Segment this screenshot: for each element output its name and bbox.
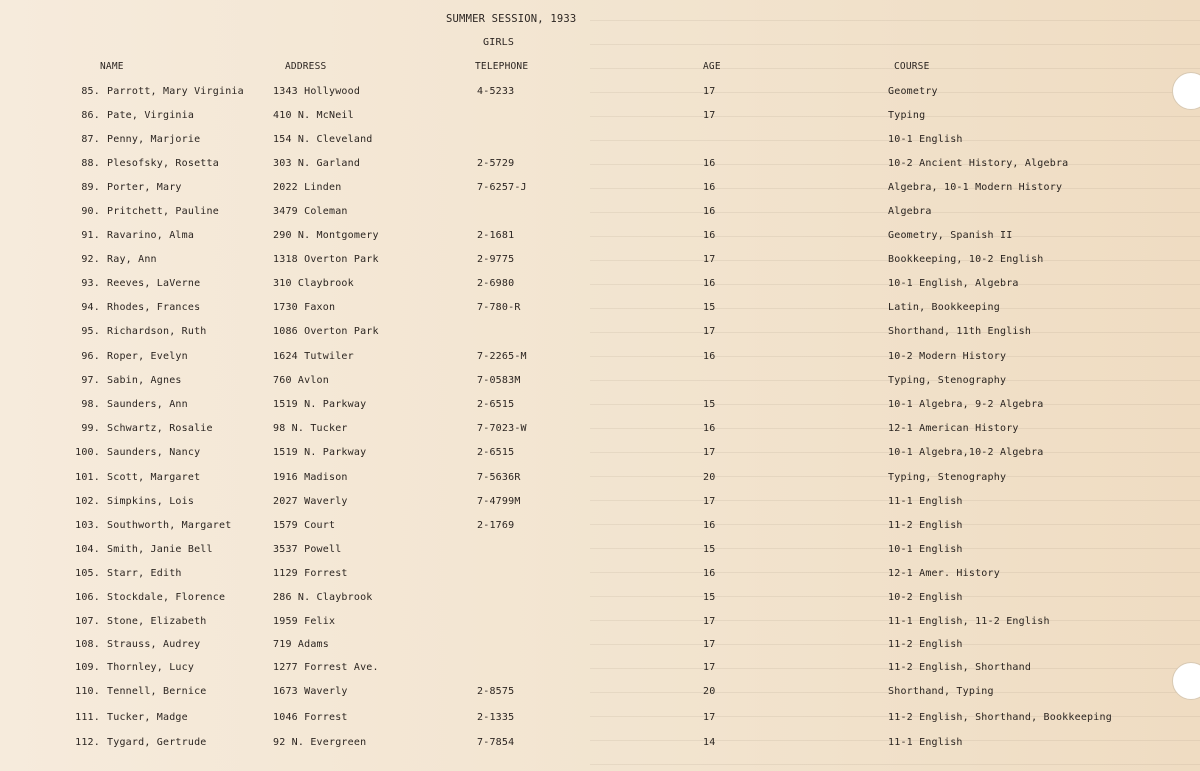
student-address: 2022 Linden [273, 182, 342, 193]
student-address: 310 Claybrook [273, 278, 354, 289]
student-age: 16 [703, 351, 716, 362]
student-name: Roper, Evelyn [107, 351, 188, 362]
row-number: 110. [75, 686, 100, 697]
student-course: Typing [888, 110, 926, 121]
student-course: 10-1 English, Algebra [888, 278, 1019, 289]
student-course: 11-2 English, Shorthand, Bookkeeping [888, 712, 1112, 723]
student-telephone: 7-780-R [477, 302, 521, 313]
row-number: 108. [75, 639, 100, 650]
row-number: 105. [75, 568, 100, 579]
student-course: 11-2 English [888, 520, 963, 531]
student-age: 16 [703, 423, 716, 434]
row-number: 87. [81, 134, 100, 145]
student-course: Bookkeeping, 10-2 English [888, 254, 1044, 265]
student-telephone: 7-7023-W [477, 423, 527, 434]
student-course: 10-2 Ancient History, Algebra [888, 158, 1069, 169]
row-number: 94. [81, 302, 100, 313]
row-number: 111. [75, 712, 100, 723]
student-age: 15 [703, 399, 716, 410]
row-number: 102. [75, 496, 100, 507]
student-course: Typing, Stenography [888, 375, 1007, 386]
student-name: Stockdale, Florence [107, 592, 226, 603]
student-address: 1624 Tutwiler [273, 351, 354, 362]
student-address: 1959 Felix [273, 616, 336, 627]
student-name: Thornley, Lucy [107, 662, 195, 673]
student-age: 17 [703, 616, 716, 627]
student-address: 1129 Forrest [273, 568, 348, 579]
student-age: 15 [703, 544, 716, 555]
row-number: 100. [75, 447, 100, 458]
student-address: 719 Adams [273, 639, 329, 650]
student-telephone: 2-6980 [477, 278, 515, 289]
student-telephone: 7-5636R [477, 472, 521, 483]
student-course: Typing, Stenography [888, 472, 1007, 483]
row-number: 86. [81, 110, 100, 121]
student-telephone: 2-1681 [477, 230, 515, 241]
student-address: 1046 Forrest [273, 712, 348, 723]
student-course: 11-1 English [888, 737, 963, 748]
student-address: 760 Avlon [273, 375, 329, 386]
student-address: 303 N. Garland [273, 158, 361, 169]
student-telephone: 7-0583M [477, 375, 521, 386]
student-age: 17 [703, 662, 716, 673]
student-course: 10-1 Algebra,10-2 Algebra [888, 447, 1044, 458]
student-telephone: 2-1335 [477, 712, 515, 723]
row-number: 93. [81, 278, 100, 289]
student-name: Porter, Mary [107, 182, 182, 193]
document-title: SUMMER SESSION, 1933 [446, 13, 577, 25]
student-name: Smith, Janie Bell [107, 544, 213, 555]
student-name: Tucker, Madge [107, 712, 188, 723]
row-number: 106. [75, 592, 100, 603]
punch-hole [1172, 662, 1200, 700]
student-age: 17 [703, 254, 716, 265]
student-name: Ravarino, Alma [107, 230, 195, 241]
student-address: 286 N. Claybrook [273, 592, 373, 603]
student-name: Sabin, Agnes [107, 375, 182, 386]
row-number: 85. [81, 86, 100, 97]
student-age: 17 [703, 326, 716, 337]
student-age: 16 [703, 520, 716, 531]
student-age: 16 [703, 158, 716, 169]
student-name: Parrott, Mary Virginia [107, 86, 244, 97]
student-telephone: 2-6515 [477, 447, 515, 458]
row-number: 104. [75, 544, 100, 555]
student-address: 1343 Hollywood [273, 86, 361, 97]
student-name: Saunders, Nancy [107, 447, 201, 458]
student-telephone: 7-4799M [477, 496, 521, 507]
header-telephone: TELEPHONE [475, 61, 529, 72]
student-age: 20 [703, 472, 716, 483]
student-name: Reeves, LaVerne [107, 278, 201, 289]
student-age: 16 [703, 568, 716, 579]
header-address: ADDRESS [285, 61, 327, 72]
student-telephone: 2-6515 [477, 399, 515, 410]
student-address: 1579 Court [273, 520, 336, 531]
student-age: 17 [703, 447, 716, 458]
row-number: 96. [81, 351, 100, 362]
student-course: 12-1 Amer. History [888, 568, 1000, 579]
student-age: 17 [703, 110, 716, 121]
student-address: 2027 Waverly [273, 496, 348, 507]
student-course: 10-1 English [888, 134, 963, 145]
student-telephone: 2-5729 [477, 158, 515, 169]
row-number: 112. [75, 737, 100, 748]
row-number: 90. [81, 206, 100, 217]
student-course: Geometry [888, 86, 938, 97]
student-address: 92 N. Evergreen [273, 737, 367, 748]
row-number: 109. [75, 662, 100, 673]
student-address: 1730 Faxon [273, 302, 336, 313]
punch-hole [1172, 72, 1200, 110]
student-course: 11-1 English, 11-2 English [888, 616, 1050, 627]
student-name: Pate, Virginia [107, 110, 195, 121]
student-age: 20 [703, 686, 716, 697]
student-age: 16 [703, 206, 716, 217]
student-address: 1519 N. Parkway [273, 399, 367, 410]
student-telephone: 7-2265-M [477, 351, 527, 362]
row-number: 91. [81, 230, 100, 241]
student-course: Algebra [888, 206, 932, 217]
student-name: Rhodes, Frances [107, 302, 201, 313]
student-address: 410 N. McNeil [273, 110, 354, 121]
student-name: Stone, Elizabeth [107, 616, 207, 627]
student-course: 11-2 English, Shorthand [888, 662, 1032, 673]
student-course: 10-2 English [888, 592, 963, 603]
student-telephone: 7-6257-J [477, 182, 527, 193]
document-subtitle: GIRLS [483, 37, 515, 48]
header-age: AGE [703, 61, 721, 72]
row-number: 99. [81, 423, 100, 434]
student-address: 3479 Coleman [273, 206, 348, 217]
student-name: Penny, Marjorie [107, 134, 201, 145]
student-name: Schwartz, Rosalie [107, 423, 213, 434]
student-address: 1673 Waverly [273, 686, 348, 697]
student-telephone: 2-9775 [477, 254, 515, 265]
row-number: 92. [81, 254, 100, 265]
student-address: 3537 Powell [273, 544, 342, 555]
student-telephone: 7-7854 [477, 737, 515, 748]
row-number: 101. [75, 472, 100, 483]
student-age: 16 [703, 230, 716, 241]
student-telephone: 2-8575 [477, 686, 515, 697]
student-course: Shorthand, Typing [888, 686, 994, 697]
student-age: 16 [703, 182, 716, 193]
student-address: 1916 Madison [273, 472, 348, 483]
student-telephone: 2-1769 [477, 520, 515, 531]
student-address: 1519 N. Parkway [273, 447, 367, 458]
student-age: 14 [703, 737, 716, 748]
student-name: Tygard, Gertrude [107, 737, 207, 748]
header-course: COURSE [894, 61, 930, 72]
student-name: Simpkins, Lois [107, 496, 195, 507]
student-course: Geometry, Spanish II [888, 230, 1013, 241]
student-address: 154 N. Cleveland [273, 134, 373, 145]
student-age: 15 [703, 302, 716, 313]
row-number: 98. [81, 399, 100, 410]
student-name: Starr, Edith [107, 568, 182, 579]
student-telephone: 4-5233 [477, 86, 515, 97]
row-number: 88. [81, 158, 100, 169]
student-course: 11-2 English [888, 639, 963, 650]
row-number: 95. [81, 326, 100, 337]
student-age: 17 [703, 639, 716, 650]
student-age: 16 [703, 278, 716, 289]
student-address: 1086 Overton Park [273, 326, 379, 337]
student-course: Latin, Bookkeeping [888, 302, 1000, 313]
student-course: 10-1 Algebra, 9-2 Algebra [888, 399, 1044, 410]
student-name: Plesofsky, Rosetta [107, 158, 219, 169]
row-number: 107. [75, 616, 100, 627]
student-course: Shorthand, 11th English [888, 326, 1032, 337]
student-course: 12-1 American History [888, 423, 1019, 434]
student-address: 290 N. Montgomery [273, 230, 379, 241]
student-name: Saunders, Ann [107, 399, 188, 410]
student-age: 17 [703, 86, 716, 97]
student-name: Ray, Ann [107, 254, 157, 265]
student-name: Scott, Margaret [107, 472, 201, 483]
student-course: Algebra, 10-1 Modern History [888, 182, 1063, 193]
student-name: Strauss, Audrey [107, 639, 201, 650]
row-number: 89. [81, 182, 100, 193]
student-address: 1318 Overton Park [273, 254, 379, 265]
header-name: NAME [100, 61, 124, 72]
student-course: 11-1 English [888, 496, 963, 507]
student-name: Pritchett, Pauline [107, 206, 219, 217]
student-course: 10-2 Modern History [888, 351, 1007, 362]
student-age: 15 [703, 592, 716, 603]
student-address: 1277 Forrest Ave. [273, 662, 379, 673]
student-name: Richardson, Ruth [107, 326, 207, 337]
student-name: Tennell, Bernice [107, 686, 207, 697]
row-number: 97. [81, 375, 100, 386]
student-address: 98 N. Tucker [273, 423, 348, 434]
student-age: 17 [703, 712, 716, 723]
student-age: 17 [703, 496, 716, 507]
student-name: Southworth, Margaret [107, 520, 232, 531]
row-number: 103. [75, 520, 100, 531]
student-course: 10-1 English [888, 544, 963, 555]
